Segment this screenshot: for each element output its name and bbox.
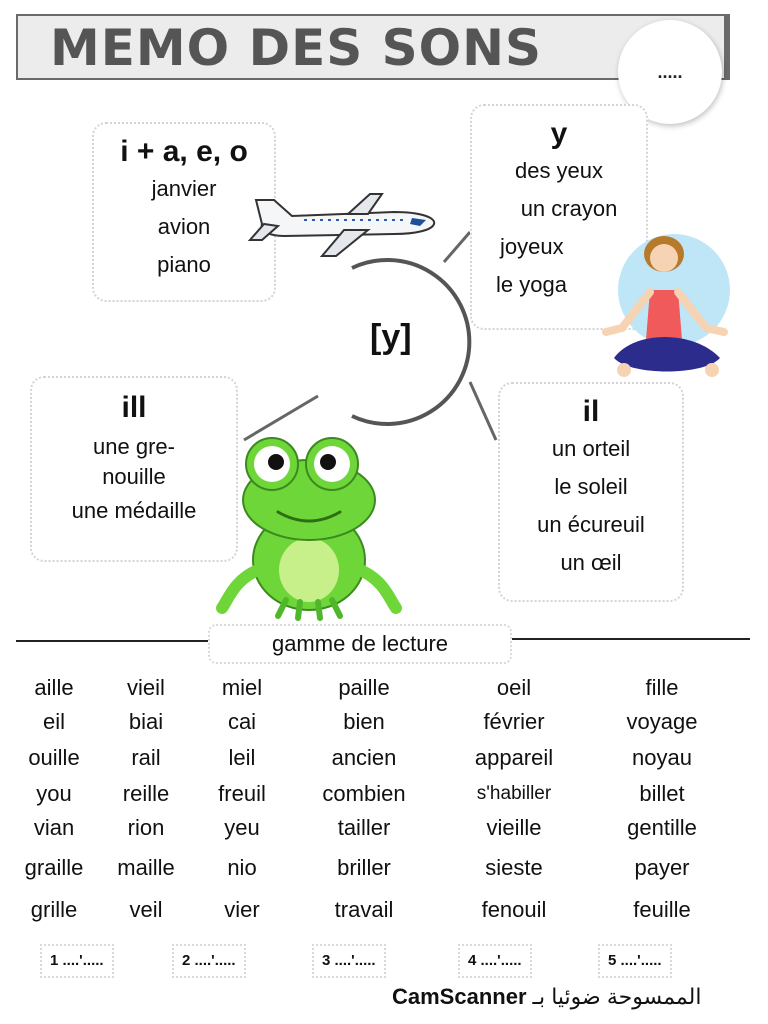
word: une gre- — [93, 434, 175, 459]
watermark-arabic: الممسوحة ضوئيا بـ — [532, 984, 702, 1009]
reading-word: graille — [24, 855, 84, 880]
reading-word: rail — [131, 745, 161, 770]
reading-word: paille — [338, 675, 390, 700]
reading-word: briller — [337, 855, 391, 880]
reading-row — [0, 670, 768, 706]
frog-illustration — [214, 430, 404, 620]
reading-word: you — [36, 781, 72, 806]
box-y-heading: y — [550, 117, 568, 150]
answer-slot-5[interactable]: 5 ....'..... — [598, 944, 672, 978]
word: une médaille — [71, 498, 197, 523]
reading-word: veil — [129, 897, 163, 922]
reading-row — [0, 776, 768, 812]
reading-word: fille — [645, 675, 679, 700]
reading-word: combien — [322, 781, 406, 806]
word: le yoga — [496, 272, 567, 297]
reading-word: aille — [34, 675, 74, 700]
reading-word: miel — [221, 675, 263, 700]
reading-word: leil — [228, 745, 256, 770]
reading-word: feuille — [633, 897, 691, 922]
box-ill — [30, 376, 238, 562]
word: janvier — [151, 176, 217, 201]
reading-word: bien — [343, 709, 385, 734]
word: nouille — [102, 464, 166, 489]
reading-word: freuil — [218, 781, 266, 806]
reading-word: eil — [42, 709, 66, 734]
word: un crayon — [520, 196, 618, 221]
scanner-watermark — [392, 984, 701, 1010]
word: le soleil — [554, 474, 628, 499]
reading-row — [0, 704, 768, 740]
reading-word: gentille — [627, 815, 697, 840]
reading-word: oeil — [496, 675, 532, 700]
box-ia-heading: i + a, e, o — [120, 135, 248, 168]
reading-row — [0, 740, 768, 776]
reading-word: ouille — [28, 745, 80, 770]
center-sound-label: [y] — [370, 318, 412, 356]
word: joyeux — [500, 234, 564, 259]
reading-row — [0, 810, 768, 846]
word: un orteil — [551, 436, 631, 461]
divider-left — [16, 640, 208, 642]
reading-word: voyage — [626, 709, 698, 734]
reading-word: vieille — [486, 815, 542, 840]
reading-word: nio — [227, 855, 257, 880]
connector-line-il — [470, 382, 496, 440]
reading-word: payer — [634, 855, 690, 880]
reading-word: vian — [33, 815, 75, 840]
answer-slot-2[interactable]: 2 ....'..... — [172, 944, 246, 978]
reading-word: travail — [334, 897, 394, 922]
reading-word: rion — [127, 815, 165, 840]
answer-slot-3[interactable]: 3 ....'..... — [312, 944, 386, 978]
score-value: ..... — [657, 61, 683, 82]
gamme-label: gamme de lecture — [208, 624, 512, 664]
word: piano — [157, 252, 211, 277]
reading-word: février — [483, 709, 545, 734]
reading-word: vier — [224, 897, 260, 922]
reading-row — [0, 892, 768, 928]
answer-slot-4[interactable]: 4 ....'..... — [458, 944, 532, 978]
reading-word: yeu — [224, 815, 260, 840]
reading-word: ancien — [331, 745, 397, 770]
reading-word: reille — [122, 781, 170, 806]
reading-word: fenouil — [481, 897, 547, 922]
yoga-girl-illustration — [594, 230, 744, 390]
divider-right — [508, 638, 750, 640]
reading-word: appareil — [474, 745, 554, 770]
word: des yeux — [514, 158, 604, 183]
connector-line-y — [444, 232, 470, 262]
reading-word: tailler — [337, 815, 391, 840]
reading-word: sieste — [485, 855, 543, 880]
reading-row — [0, 850, 768, 886]
reading-word: noyau — [632, 745, 692, 770]
watermark-brand: CamScanner — [392, 984, 527, 1009]
box-il-heading: il — [582, 395, 600, 428]
reading-word: cai — [227, 709, 257, 734]
word: un œil — [560, 550, 622, 575]
word: un écureuil — [537, 512, 645, 537]
reading-word: biai — [128, 709, 164, 734]
box-il — [498, 382, 684, 602]
page-title: MEMO DES SONS — [50, 19, 543, 77]
box-ill-heading: ill — [121, 391, 147, 424]
reading-word: maille — [117, 855, 175, 880]
reading-word: vieil — [127, 675, 165, 700]
reading-word: grille — [30, 897, 78, 922]
reading-word: billet — [639, 781, 685, 806]
word: avion — [157, 214, 211, 239]
answer-slot-1[interactable]: 1 ....'..... — [40, 944, 114, 978]
reading-word: s'habiller — [476, 783, 552, 804]
airplane-illustration — [244, 180, 444, 260]
